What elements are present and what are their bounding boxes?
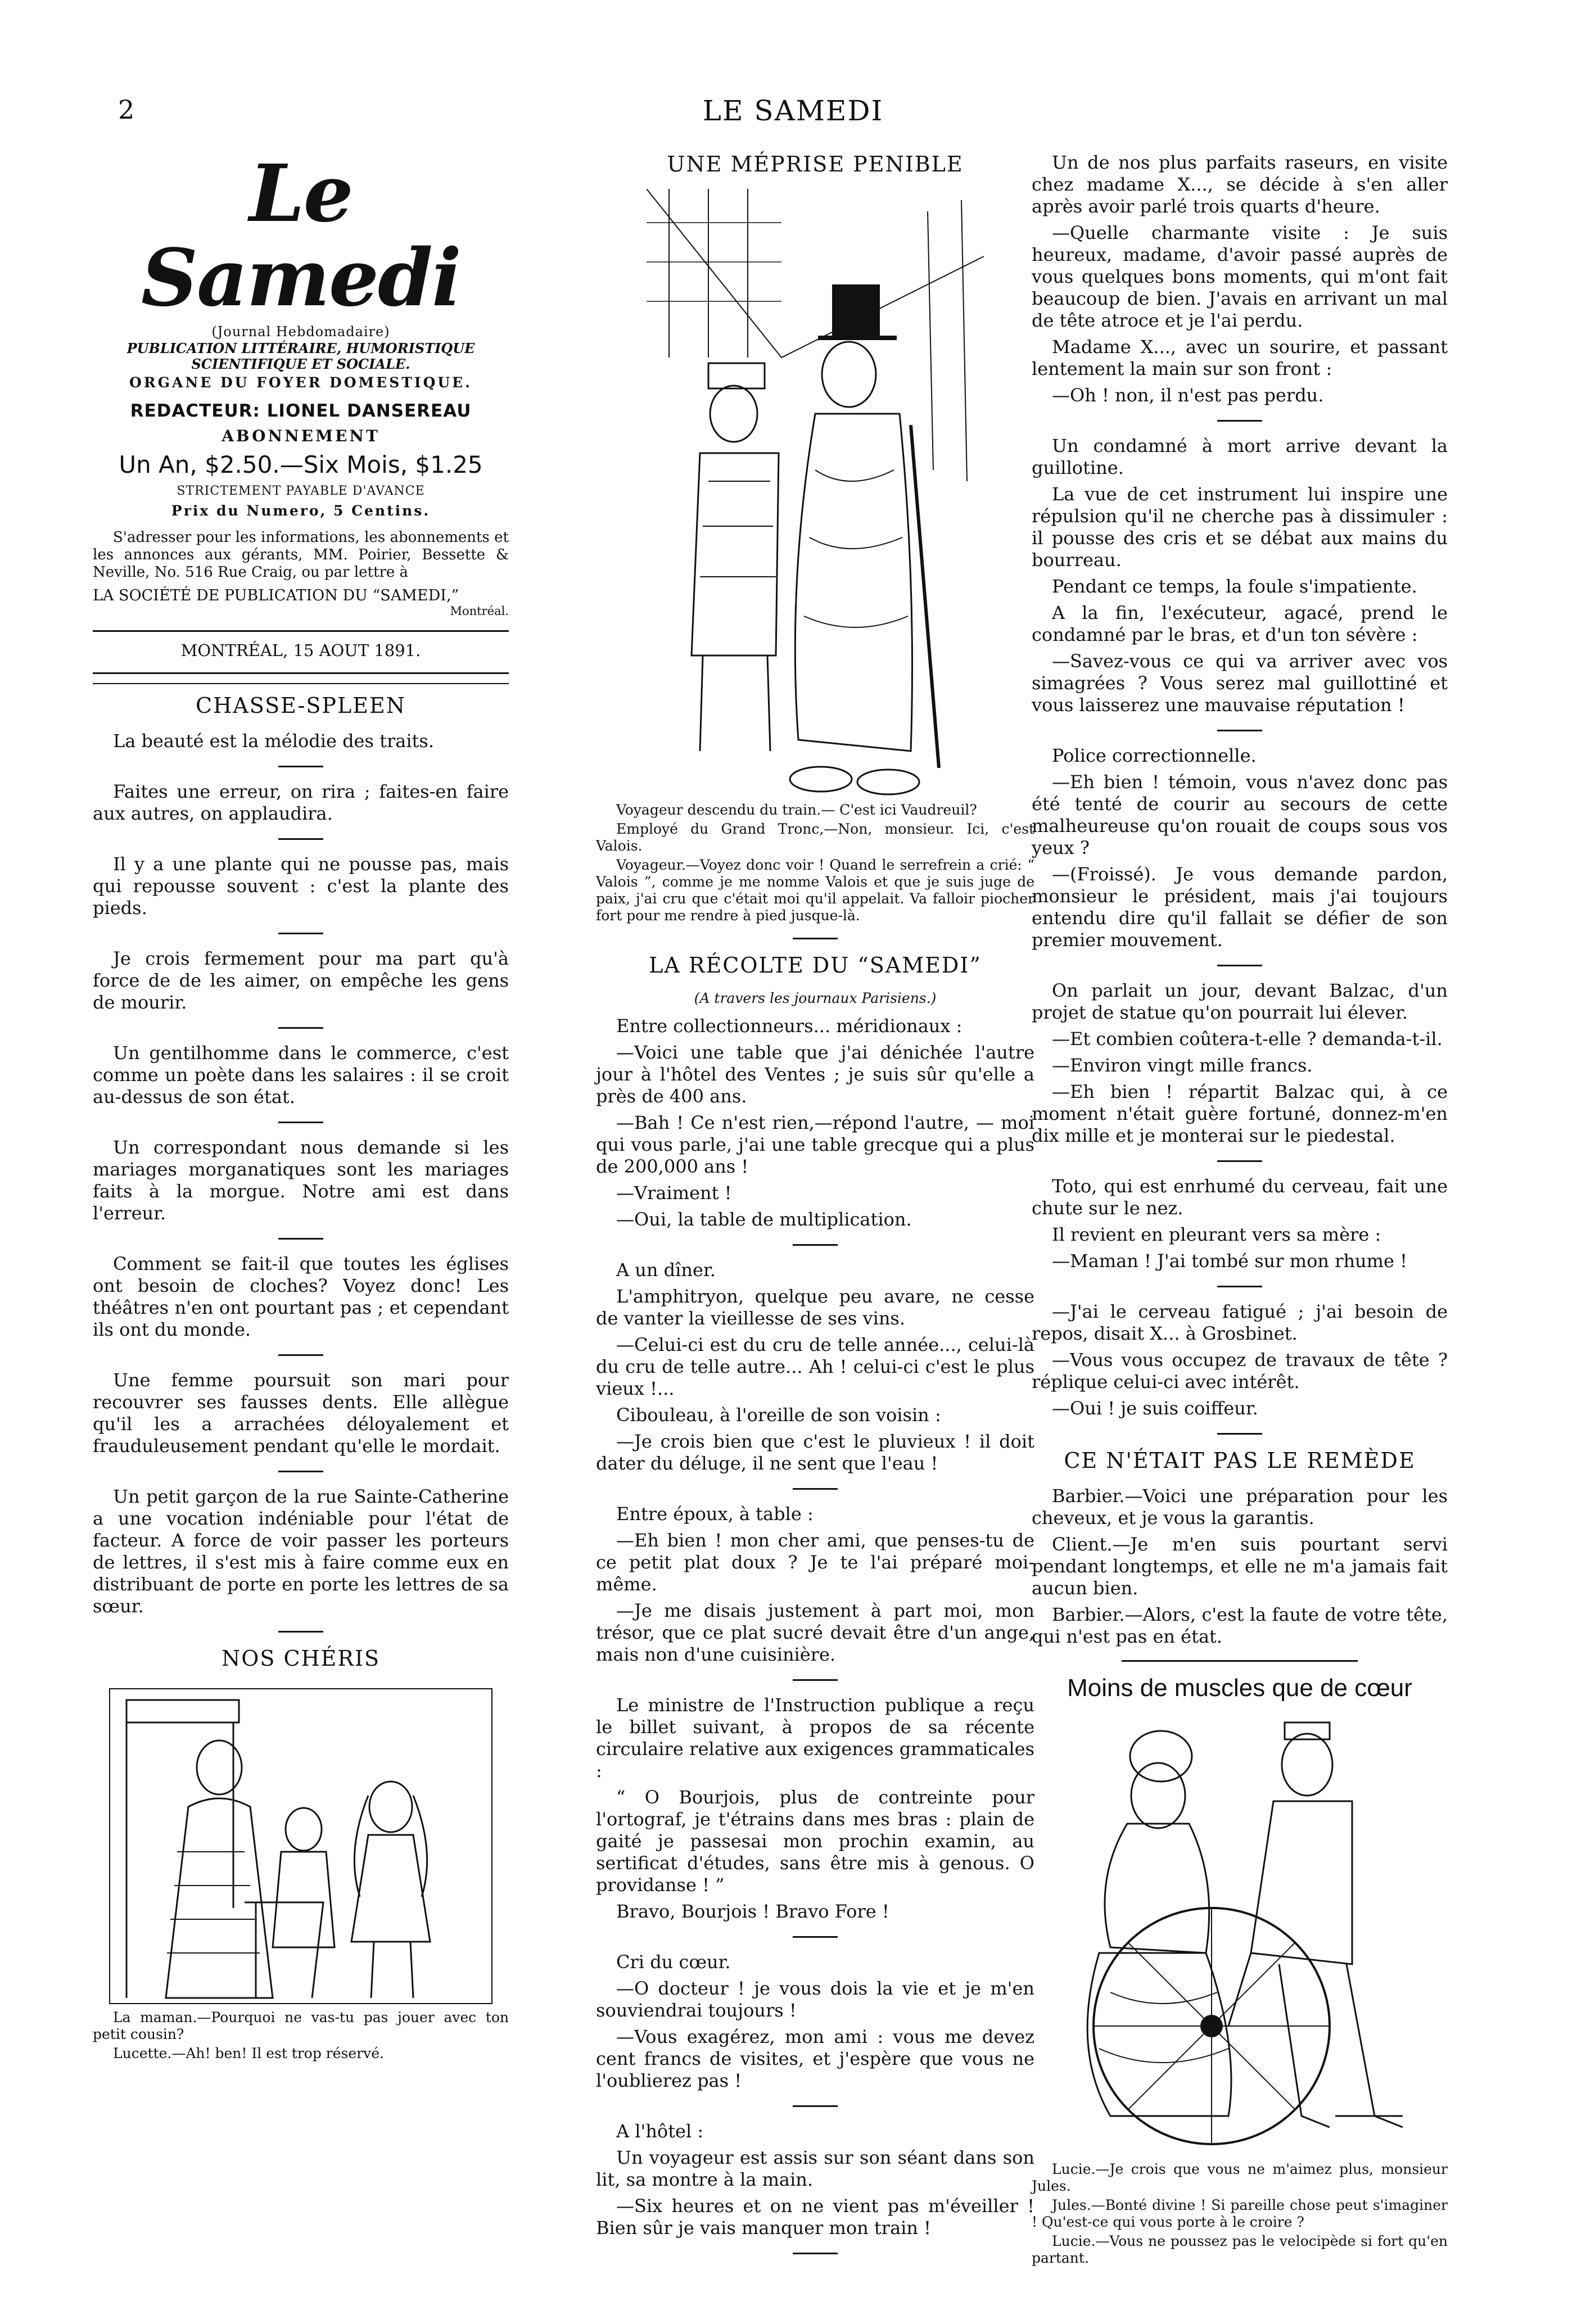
paragraph: Police correctionnelle. [1052,745,1257,766]
paragraph: Un de nos plus parfaits raseurs, en visite chez madame X..., se décide à s'en aller après avoir parlé trois quarts d'heure. [1032,152,1448,217]
illustration-title: NOS CHÉRIS [221,1646,381,1671]
nos-cheris-illustration [104,1683,498,2009]
illustration-caption: Lucie.—Je crois que vous ne m'aimez plus, monsieur Jules. [1032,2161,1448,2194]
column-1 [93,148,509,2064]
divider [278,1354,323,1356]
paragraph: —Savez-vous ce qui va arriver avec vos simagrées ? Vous serez mal guillottiné et vous laisserez une mauvaise réputation ! [1032,650,1448,716]
paragraph: —Environ vingt mille francs. [1052,1055,1313,1076]
paragraph: A l'hôtel : [616,2120,704,2142]
paragraph: Un condamné à mort arrive devant la guillotine. [1032,435,1448,478]
paragraph: Faites une erreur, on rira ; faites-en faire aux autres, on applaudira. [93,781,509,824]
paragraph: —Eh bien ! mon cher ami, que penses-tu de ce petit plat doux ? Je te l'ai préparé moi-même. [596,1530,1034,1595]
paragraph: —Oui ! je suis coiffeur. [1052,1398,1258,1419]
divider [278,933,323,934]
section-heading: CHASSE-SPLEEN [196,693,406,718]
divider [93,672,509,674]
paragraph: —Je crois bien que c'est le pluvieux ! il doit dater du déluge, il ne sent que l'eau ! [596,1431,1034,1474]
paragraph: Entre époux, à table : [616,1503,814,1525]
paragraph: —Six heures et on ne vient pas m'éveiller ! Bien sûr je vais manquer mon train ! [596,2195,1034,2239]
paragraph: Cri du cœur. [616,1951,731,1973]
illustration-title: Moins de muscles que de cœur [1067,1674,1412,1702]
illustration-caption: Voyageur descendu du train.— C'est ici Vaudreuil? [616,802,977,818]
masthead-description-2: SCIENTIFIQUE ET SOCIALE. [191,356,410,372]
paragraph: —Eh bien ! témoin, vous n'avez donc pas été tenté de courir au secours de cette malheureuse qu'on rouait de coups sous vos yeux ? [1032,771,1448,858]
divider [278,838,323,840]
divider [1217,1433,1262,1435]
paragraph: Un voyageur est assis sur son séant dans son lit, sa montre à la main. [596,2147,1034,2190]
paragraph: On parlait un jour, devant Balzac, d'un projet de statue qu'on pourrait lui élever. [1032,980,1448,1023]
dateline: MONTRÉAL, 15 AOUT 1891. [180,641,421,660]
paragraph: Pendant ce temps, la foule s'impatiente. [1052,576,1417,597]
paragraph: La beauté est la mélodie des traits. [113,730,434,752]
recolte-body [596,1015,1034,2254]
divider [793,1679,838,1681]
paragraph: Toto, qui est enrhumé du cerveau, fait une chute sur le nez. [1032,1175,1448,1219]
illustration-caption: Lucette.—Ah! ben! Il est trop réservé. [113,2045,384,2061]
illustration-caption: Voyageur.—Voyez donc voir ! Quand le serrefrein a crié: “ Valois ”, comme je me nomme Valois et que je suis juge de paix, j'ai cru que c'était moi qu'il appelait. Va falloir piocher fort pour me rendre à pied jusque-là. [596,857,1034,924]
paragraph: —J'ai le cerveau fatigué ; j'ai besoin de repos, disait X... à Grosbinet. [1032,1301,1448,1344]
divider [1217,730,1262,731]
masthead-organ: ORGANE DU FOYER DOMESTIQUE. [129,374,472,391]
section-heading: LA RÉCOLTE DU “SAMEDI” [649,953,982,978]
paragraph: Cibouleau, à l'oreille de son voisin : [616,1404,941,1426]
divider [793,938,838,939]
divider [278,1631,323,1633]
paragraph: Bravo, Bourjois ! Bravo Fore ! [616,1901,889,1922]
paragraph: Un gentilhomme dans le commerce, c'est comme un poète dans les salaires : il se croit au-dessus de son état. [93,1042,509,1107]
divider [278,1027,323,1029]
paragraph: “ O Bourjois, plus de contreinte pour l'ortograf, je t'étrains dans mes bras : plain de gaité je passesai mon prochin examin, au sertificat d'études, sans être mis à genous. O providanse ! ” [596,1787,1034,1896]
subscription-prices: Un An, $2.50.—Six Mois, $1.25 [119,451,483,478]
section-heading: UNE MÉPRISE PENIBLE [667,152,964,177]
masthead-description-1: PUBLICATION LITTÉRAIRE, HUMORISTIQUE [126,340,475,356]
divider [1122,1660,1358,1662]
divider [1217,965,1262,966]
paragraph: Il y a une plante qui ne pousse pas, mais qui repousse souvent : c'est la plante des pieds. [93,853,509,919]
paragraph: —O docteur ! je vous dois la vie et je m'en souviendrai toujours ! [596,1978,1034,2021]
paragraph: La vue de cet instrument lui inspire une répulsion qu'il ne cherche pas à dissimuler : il pousse des cris et se débat aux mains du bourreau. [1032,483,1448,571]
divider [93,630,509,632]
paragraph: —Vraiment ! [616,1182,732,1204]
paragraph: Un correspondant nous demande si les mariages morganatiques sont les mariages faits à la morgue. Notre ami est dans l'erreur. [93,1137,509,1224]
paragraph: Barbier.—Voici une préparation pour les cheveux, et je vous la garantis. [1032,1485,1448,1529]
divider [793,2253,838,2254]
illustration-caption: Lucie.—Vous ne poussez pas le velocipède si fort qu'en partant. [1032,2233,1448,2266]
paragraph: —Maman ! J'ai tombé sur mon rhume ! [1052,1250,1407,1272]
masthead-logo: Le Samedi [141,148,461,324]
paragraph: —Oh ! non, il n'est pas perdu. [1052,385,1324,406]
paragraph: —Eh bien ! répartit Balzac qui, à ce moment n'était guère fortuné, donnez-m'en dix mille et je monterai sur le piedestal. [1032,1081,1448,1146]
illustration-caption: La maman.—Pourquoi ne vas-tu pas jouer avec ton petit cousin? [93,2009,509,2042]
paragraph: —(Froissé). Je vous demande pardon, monsieur le président, mais j'ai toujours entendu dire qu'il fallait se défier de son premier mouvement. [1032,863,1448,951]
paragraph: —Quelle charmante visite : Je suis heureux, madame, d'avoir passé auprès de vous quelques bons moments, qui m'ont fait beaucoup de bien. J'avais en arrivant un mal de tête atroce et je l'ai perdu. [1032,222,1448,331]
divider [278,1238,323,1240]
column-3-body [1032,152,1448,1648]
paragraph: —Je me disais justement à part moi, mon trésor, que ce plat sucré devait être d'un ange, mais non d'une cuisinière. [596,1600,1034,1665]
contact-notice: S'adresser pour les informations, les abonnements et les annonces aux gérants, MM. Poirier, Bessette & Neville, No. 516 Rue Craig, ou par lettre à [93,529,509,581]
paragraph: A la fin, l'exécuteur, agacé, prend le condamné par le bras, et d'un ton sévère : [1032,602,1448,645]
masthead [93,148,509,684]
paragraph: —Celui-ci est du cru de telle année..., celui-là du cru de telle autre... Ah ! celui-ci c'est le plus vieux !... [596,1334,1034,1399]
paragraph: —Bah ! Ce n'est rien,—répond l'autre, — moi qui vous parle, j'ai une table grecque qui a plus de 200,000 ans ! [596,1112,1034,1177]
paragraph: Un petit garçon de la rue Sainte-Catherine a une vocation indéniable pour l'état de facteur. A force de voir passer les porteurs de lettres, il s'est mis à faire comme eux en distribuant de porte en porte les lettres de sa sœur. [93,1486,509,1617]
paragraph: —Vous vous occupez de travaux de tête ? réplique celui-ci avec intérêt. [1032,1349,1448,1392]
paragraph: Barbier.—Alors, c'est la faute de votre tête, qui n'est pas en état. [1032,1604,1448,1647]
divider [793,1244,838,1246]
column-3 [1032,152,1448,2269]
divider [793,2105,838,2107]
paragraph: Comment se fait-il que toutes les églises ont besoin de cloches? Voyez donc! Les théâtres n'en ont pourtant pas ; et cependant ils ont du monde. [93,1253,509,1340]
paragraph: Le ministre de l'Instruction publique a reçu le billet suivant, à propos de sa récente circulaire relative aux exigences grammaticales : [596,1694,1034,1782]
velocipede-illustration [1060,1711,1420,2161]
issue-price: Prix du Numero, 5 Centins. [171,503,431,519]
running-title: LE SAMEDI [702,94,884,127]
divider [1217,1286,1262,1287]
paragraph: Je crois fermement pour ma part qu'à force de de les aimer, on empêche les gens de mourir. [93,948,509,1013]
paragraph: —Oui, la table de multiplication. [616,1209,912,1230]
page-number: 2 [118,94,135,125]
divider [793,1488,838,1490]
section-subheading: (A travers les journaux Parisiens.) [694,990,937,1006]
paragraph: Madame X..., avec un sourire, et passant lentement la main sur son front : [1032,336,1448,379]
paragraph: Client.—Je m'en suis pourtant servi pendant longtemps, et elle ne m'a jamais fait aucun bien. [1032,1534,1448,1599]
divider [278,1471,323,1472]
paragraph: —Et combien coûtera-t-elle ? demanda-t-il. [1052,1028,1443,1050]
jokes-list [93,730,509,1617]
paragraph: —Vous exagérez, mon ami : vous me devez cent francs de visites, et j'espère que vous ne l'oublierez pas ! [596,2026,1034,2091]
masthead-subtitle: (Journal Hebdomadaire) [211,324,390,340]
paragraph: A un dîner. [616,1259,716,1281]
paragraph: Une femme poursuit son mari pour recouvrer ses fausses dents. Elle allègue qu'il les a arrachées déloyalement et frauduleusement pendant qu'elle le mordait. [93,1369,509,1457]
divider [793,1936,838,1938]
paragraph: L'amphitryon, quelque peu avare, ne cesse de vanter la vieillesse de ses vins. [596,1286,1034,1329]
meprise-penible-illustration [647,189,984,802]
section-heading: CE N'ÉTAIT PAS LE REMÈDE [1064,1448,1416,1473]
illustration-caption: Employé du Grand Tronc,—Non, monsieur. Ici, c'est Valois. [596,821,1034,854]
divider [278,1122,323,1123]
divider [93,683,509,684]
divider [1217,1160,1262,1162]
subscription-heading: ABONNEMENT [222,427,380,445]
paragraph: Il revient en pleurant vers sa mère : [1052,1224,1381,1245]
column-2 [596,152,1034,2268]
paragraph: Entre collectionneurs... méridionaux : [616,1015,963,1037]
publisher: LA SOCIÉTÉ DE PUBLICATION DU “SAMEDI,” [93,587,459,604]
divider [1217,420,1262,422]
payment-terms: STRICTEMENT PAYABLE D'AVANCE [177,484,425,498]
masthead-editor: REDACTEUR: LIONEL DANSEREAU [130,401,472,421]
illustration-caption: Jules.—Bonté divine ! Si pareille chose peut s'imaginer ! Qu'est-ce qui vous porte à le croire ? [1032,2197,1448,2230]
publisher-city: Montréal. [450,604,509,618]
paragraph: —Voici une table que j'ai dénichée l'autre jour à l'hôtel des Ventes ; je suis sûr qu'elle a près de 400 ans. [596,1042,1034,1107]
divider [278,766,323,767]
